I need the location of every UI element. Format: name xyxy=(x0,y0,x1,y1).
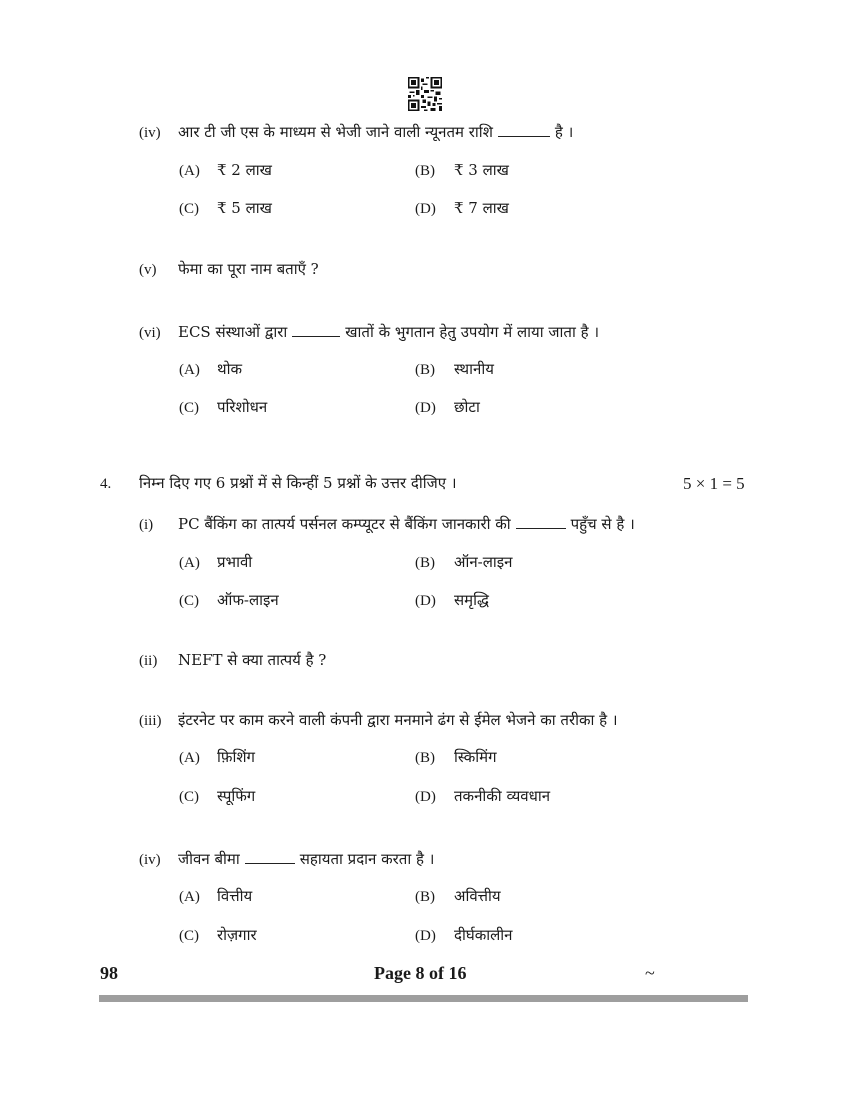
option-label: (D) xyxy=(415,201,436,217)
option-label: (B) xyxy=(415,163,435,179)
question-number: (iv) xyxy=(139,852,161,868)
question-number: 4. xyxy=(100,476,112,492)
option-text: स्पूफिंग xyxy=(217,787,256,805)
option-text: थोक xyxy=(217,360,242,378)
question-text: फेमा का पूरा नाम बताएँ ? xyxy=(178,260,319,278)
question-number: (v) xyxy=(139,262,157,278)
option-text: ₹ 3 लाख xyxy=(454,161,509,179)
option-text: स्थानीय xyxy=(454,360,494,378)
answer-blank xyxy=(292,322,340,337)
question-number: (vi) xyxy=(139,325,161,341)
option-label: (A) xyxy=(179,362,200,378)
option-text: परिशोधन xyxy=(217,398,268,416)
question-text xyxy=(178,322,599,342)
option-text: छोटा xyxy=(454,398,480,416)
footer-divider xyxy=(99,995,748,1002)
question-text-after: है । xyxy=(554,123,574,141)
option-label: (B) xyxy=(415,750,435,766)
question-number: (iv) xyxy=(139,125,161,141)
question-text-before: ECS संस्थाओं द्वारा xyxy=(178,323,288,341)
question-text-before: जीवन बीमा xyxy=(178,850,240,868)
option-label: (C) xyxy=(179,789,199,805)
option-label: (B) xyxy=(415,362,435,378)
option-text: ऑन-लाइन xyxy=(454,553,513,571)
option-text: ऑफ-लाइन xyxy=(217,591,279,609)
marks: 5 × 1 = 5 xyxy=(683,474,745,493)
question-text-before: आर टी जी एस के माध्यम से भेजी जाने वाली न्यूनतम राशि xyxy=(178,123,493,141)
option-text: ₹ 7 लाख xyxy=(454,199,509,217)
option-label: (D) xyxy=(415,593,436,609)
qr-code-icon xyxy=(408,77,442,111)
option-label: (B) xyxy=(415,555,435,571)
option-text: स्किमिंग xyxy=(454,748,497,766)
question-text-after: खातों के भुगतान हेतु उपयोग में लाया जाता है । xyxy=(345,323,600,341)
question-number: (iii) xyxy=(139,713,162,729)
option-text: ₹ 2 लाख xyxy=(217,161,272,179)
option-text: रोज़गार xyxy=(217,926,257,944)
option-label: (D) xyxy=(415,928,436,944)
option-label: (C) xyxy=(179,400,199,416)
question-text: इंटरनेट पर काम करने वाली कंपनी द्वारा मनमाने ढंग से ईमेल भेजने का तरीका है । xyxy=(178,711,618,729)
option-label: (C) xyxy=(179,593,199,609)
question-number: (i) xyxy=(139,517,154,533)
option-label: (A) xyxy=(179,889,200,905)
question-text-after: सहायता प्रदान करता है । xyxy=(299,850,435,868)
option-text: फ़िशिंग xyxy=(217,748,255,766)
question-text xyxy=(178,514,635,534)
footer-mark: ~ xyxy=(645,963,655,983)
option-label: (A) xyxy=(179,750,200,766)
question-text-after: पहुँच से है । xyxy=(570,515,635,533)
option-text: समृद्धि xyxy=(454,591,489,609)
question-instruction: निम्न दिए गए 6 प्रश्नों में से किन्हीं 5 प्रश्नों के उत्तर दीजिए । xyxy=(139,474,457,492)
option-text: ₹ 5 लाख xyxy=(217,199,272,217)
page-number: Page 8 of 16 xyxy=(374,963,467,983)
paper-code: 98 xyxy=(100,963,118,983)
question-text-before: PC बैंकिंग का तात्पर्य पर्सनल कम्प्यूटर से बैंकिंग जानकारी की xyxy=(178,515,511,533)
option-label: (B) xyxy=(415,889,435,905)
option-text: अवित्तीय xyxy=(454,887,501,905)
answer-blank xyxy=(498,122,550,137)
option-label: (A) xyxy=(179,555,200,571)
option-text: प्रभावी xyxy=(217,553,253,571)
option-label: (D) xyxy=(415,789,436,805)
option-text: वित्तीय xyxy=(217,887,253,905)
question-text xyxy=(178,849,434,869)
option-label: (D) xyxy=(415,400,436,416)
answer-blank xyxy=(245,849,295,864)
option-text: दीर्घकालीन xyxy=(454,926,513,944)
option-label: (C) xyxy=(179,928,199,944)
option-label: (C) xyxy=(179,201,199,217)
option-label: (A) xyxy=(179,163,200,179)
answer-blank xyxy=(516,514,566,529)
option-text: तकनीकी व्यवधान xyxy=(454,787,551,805)
question-text xyxy=(178,122,573,142)
question-text: NEFT से क्या तात्पर्य है ? xyxy=(178,651,327,669)
question-number: (ii) xyxy=(139,653,158,669)
